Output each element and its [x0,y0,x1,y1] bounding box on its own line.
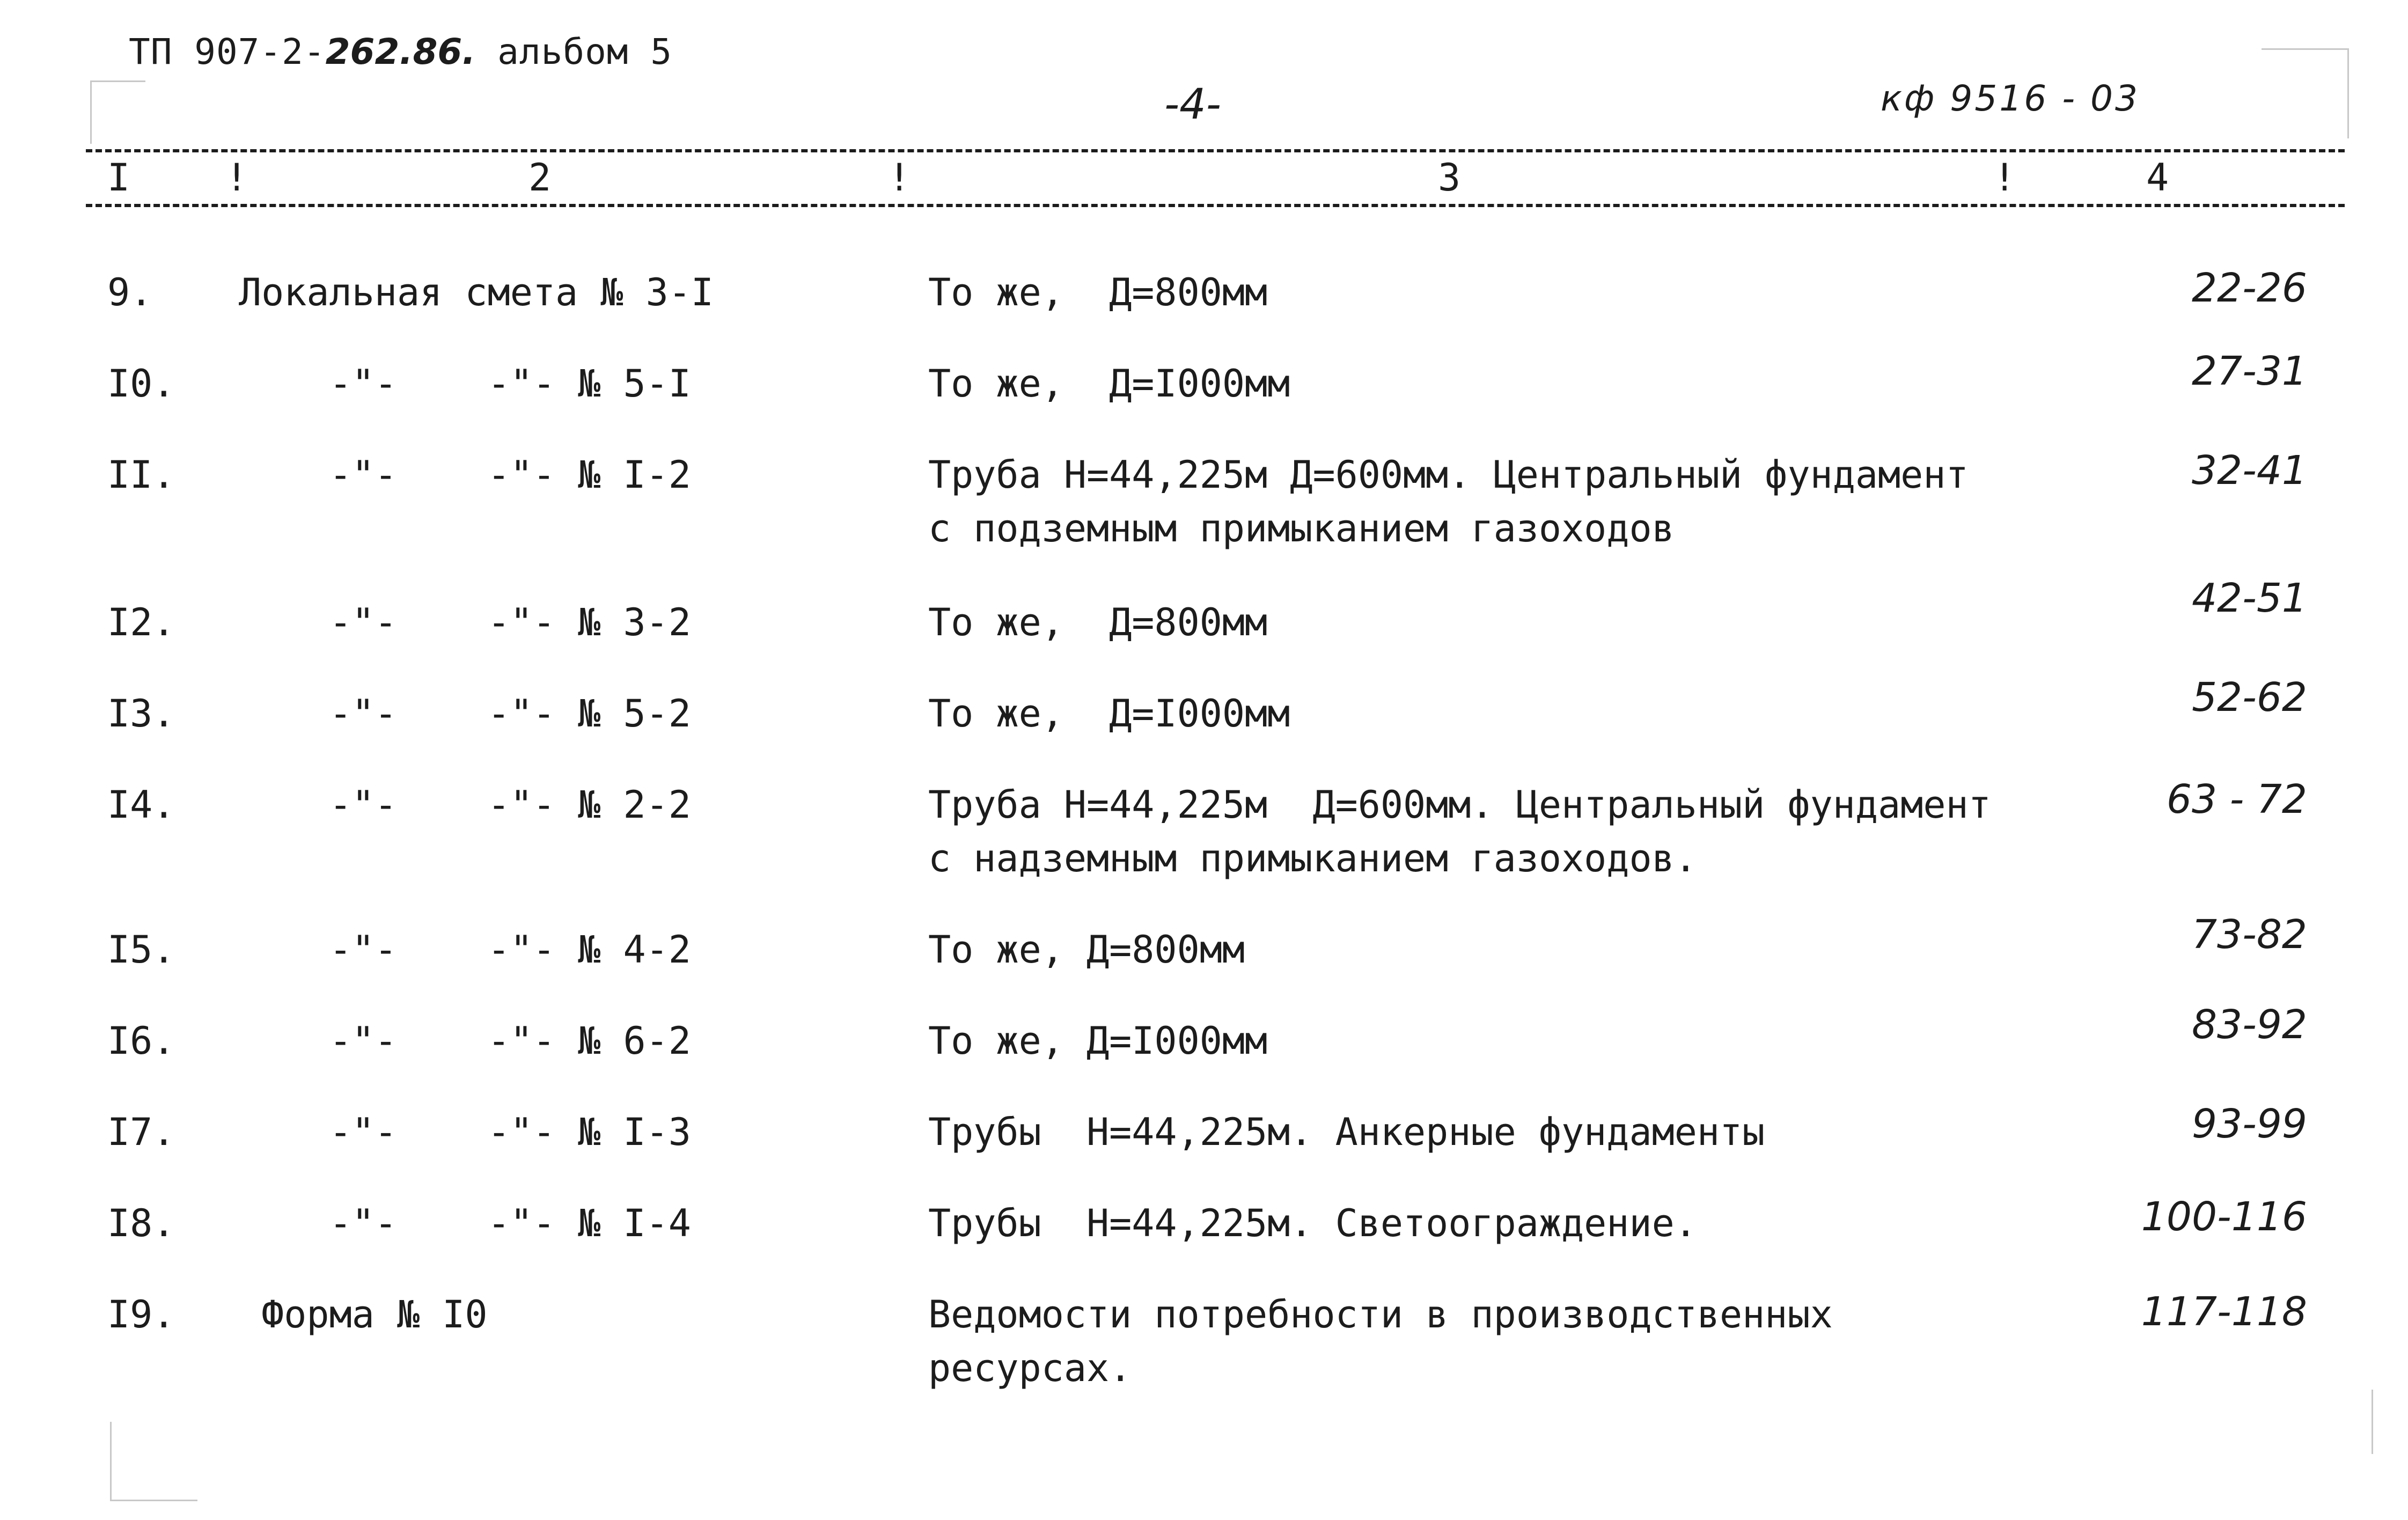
row-estimate: Форма № I0 [239,1293,488,1337]
row-number: I3. [107,692,175,736]
row-pages: 83-92 [2191,1002,2307,1048]
row-estimate: -"- -"- № 3-2 [239,600,691,644]
row-pages: 63 - 72 [2166,776,2307,823]
row-number: I2. [107,600,175,644]
row-description: Трубы Н=44,225м. Анкерные фундаменты [928,1110,1765,1154]
row-description: То же, Д=I000мм [928,1019,1268,1063]
row-pages: 100-116 [2141,1194,2307,1240]
row-number: I6. [107,1019,175,1063]
row-description: Труба Н=44,225м Д=600мм. Центральный фундамент с подземным примыканием газоходов [928,453,1969,550]
row-number: I7. [107,1110,175,1154]
row-number: I9. [107,1293,175,1337]
row-number: I8. [107,1201,175,1245]
column-separator: ! [888,156,911,200]
scan-frame-corner [2361,1390,2373,1454]
page-number: -4- [1164,80,1221,129]
row-pages: 27-31 [2191,348,2307,394]
row-estimate: -"- -"- № I-3 [239,1110,691,1154]
column-header-3: 3 [1438,156,1461,200]
row-estimate: -"- -"- № I-2 [239,453,691,497]
row-estimate: -"- -"- № 2-2 [239,783,691,827]
album-suffix: альбом 5 [475,31,673,72]
row-estimate: -"- -"- № 5-I [239,362,691,406]
row-pages: 73-82 [2191,912,2307,958]
scan-frame-corner [110,1422,197,1501]
row-estimate: -"- -"- № 4-2 [239,928,691,972]
column-header-2: 2 [528,156,552,200]
row-number: I0. [107,362,175,406]
row-number: I5. [107,928,175,972]
row-estimate: Локальная смета № 3-I [239,270,714,314]
row-pages: 32-41 [2191,447,2307,494]
row-description: Труба Н=44,225м Д=600мм. Центральный фундамент с надземным примыканием газоходов. [928,783,1991,880]
row-description: То же, Д=800мм [928,270,1268,314]
row-description: Трубы Н=44,225м. Светоограждение. [928,1201,1697,1245]
column-separator: ! [225,156,248,200]
dashed-rule-header [86,204,2345,207]
scan-frame-corner [90,80,145,144]
row-estimate: -"- -"- № 6-2 [239,1019,691,1063]
album-title [129,31,672,72]
row-estimate: -"- -"- № 5-2 [239,692,691,736]
row-description: Ведомости потребности в производственных ресурсах. [928,1293,1833,1390]
row-pages: 52-62 [2191,674,2307,721]
document-reference: кф 9516 - 03 [1881,78,2140,119]
dashed-rule-top [86,149,2345,152]
row-description: То же, Д=800мм [928,600,1268,644]
row-number: I4. [107,783,175,827]
column-header-1: I [107,156,130,200]
row-number: II. [107,453,175,497]
row-description: То же, Д=I000мм [928,362,1290,406]
album-code-handwritten: 262.86. [325,31,476,72]
row-pages: 22-26 [2191,265,2307,311]
row-description: То же, Д=I000мм [928,692,1290,736]
column-separator: ! [1993,156,2016,200]
row-pages: 117-118 [2141,1289,2307,1335]
row-estimate: -"- -"- № I-4 [239,1201,691,1245]
row-description: То же, Д=800мм [928,928,1245,972]
column-header-4: 4 [2146,156,2169,200]
row-pages: 93-99 [2191,1101,2307,1147]
album-prefix: ТП 907-2- [129,31,326,72]
row-pages: 42-51 [2191,575,2307,621]
scan-frame-corner [2262,48,2349,138]
row-number: 9. [107,270,153,314]
